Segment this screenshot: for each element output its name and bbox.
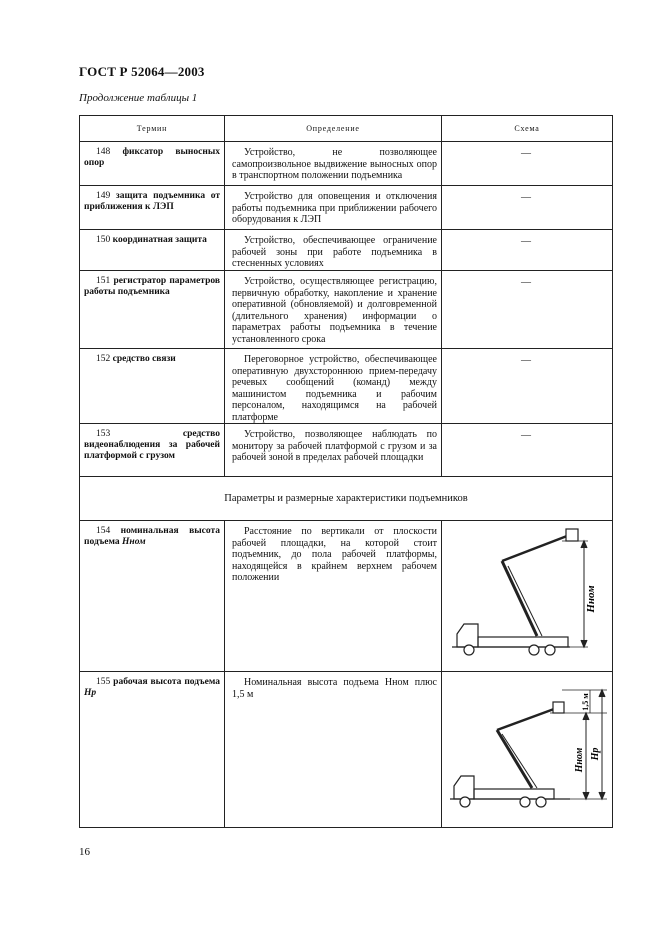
definition-cell: Расстояние по вертикали от плоскости рабочей площадки, на которой стоит подъемник, до пола рабочей платформы, находящейся в крайнем верхнем рабочем положении [225, 521, 442, 671]
label-offset: 1,5 м [581, 693, 590, 711]
lift-boom-upper [502, 536, 567, 561]
scheme-cell: — [521, 236, 531, 247]
term-cell: 155 рабочая высота подъема Hр [80, 672, 225, 828]
aerial-lift-diagram-working [442, 672, 612, 828]
symbol-h-nom: Hном [122, 537, 146, 547]
definition-cell: Устройство, позволяющее наблюдать по монитору за рабочей платформой с грузом и за рабочей зоной в пределах рабочей площадки [225, 424, 442, 476]
symbol-h-work: Hр [84, 688, 97, 698]
term-cell: 153 средство видеонаблюдения за рабочей платформой с грузом [80, 424, 225, 476]
definition-cell: Устройство для оповещения и отключения работы подъемника при приближении рабочего оборудования к ЛЭП [225, 186, 442, 229]
lift-boom-upper [497, 709, 554, 730]
definition-cell: Устройство, обеспечивающее ограничение рабочей зоны при работе подъемника в стесненных условиях [225, 230, 442, 270]
truck-cab [457, 624, 478, 647]
table-row [80, 230, 612, 271]
label-h-work: Hр [590, 747, 601, 761]
truck-cab [454, 776, 474, 799]
table-row [80, 186, 612, 230]
scheme-cell: — [521, 192, 531, 203]
term-cell: 151 регистратор параметров работы подъемника [80, 271, 225, 348]
section-title: Параметры и размерные характеристики подъемников [224, 493, 468, 504]
scheme-cell: — [521, 277, 531, 288]
truck-wheel [529, 645, 539, 655]
column-header-scheme: Схема [514, 124, 540, 133]
truck-chassis [478, 637, 568, 647]
scheme-cell: — [521, 148, 531, 159]
label-h-nom: Hном [574, 747, 585, 773]
section-heading-row [80, 477, 612, 521]
term-cell: 148 фиксатор выносных опор [80, 142, 225, 185]
document-standard-header: ГОСТ Р 52064—2003 [79, 64, 205, 79]
column-header-term: Термин [80, 116, 225, 141]
truck-wheel [460, 797, 470, 807]
table-row [80, 142, 612, 186]
work-platform [566, 529, 578, 541]
table-row [80, 521, 612, 672]
work-platform [553, 702, 564, 713]
table-row [80, 271, 612, 349]
table-caption: Продолжение таблицы 1 [79, 92, 198, 104]
term-cell: 154 номинальная высота подъема Hном [80, 521, 225, 671]
table-row [80, 672, 612, 828]
scheme-cell: — [521, 355, 531, 366]
page-number: 16 [79, 846, 90, 858]
scheme-cell: — [521, 430, 531, 441]
definition-cell: Номинальная высота подъема Hном плюс 1,5 м [225, 672, 442, 828]
aerial-lift-diagram-nominal [442, 521, 612, 672]
term-cell: 149 защита подъемника от приближения к ЛЭП [80, 186, 225, 229]
definition-cell: Переговорное устройство, обеспечивающее оперативную двухстороннюю прием-передачу речевых сообщений (команд) между машинистом подъемника и рабочим персоналом, находящимся на рабочей платформе [225, 349, 442, 423]
scheme-cell [442, 672, 612, 828]
term-cell: 152 средство связи [80, 349, 225, 423]
lift-boom-lower [497, 730, 532, 788]
table-row [80, 424, 612, 477]
term-cell: 150 координатная защита [80, 230, 225, 270]
table-header-row [80, 116, 612, 142]
column-header-definition: Определение [225, 116, 442, 141]
terms-table [79, 115, 613, 828]
label-h-nom: Hном [585, 585, 597, 613]
truck-wheel [464, 645, 474, 655]
truck-wheel [520, 797, 530, 807]
definition-cell: Устройство, осуществляющее регистрацию, первичную обработку, накопление и хранение оперативной (обновляемой) и долговременной (длительного хранения) информации о параметрах работы подъемника в течение установленного срока [225, 271, 442, 348]
table-row [80, 349, 612, 424]
truck-wheel [545, 645, 555, 655]
definition-cell: Устройство, не позволяющее самопроизвольное выдвижение выносных опор в транспортном положении подъемника [225, 142, 442, 185]
lift-boom-lower [502, 561, 537, 636]
scheme-cell [442, 521, 612, 671]
truck-wheel [536, 797, 546, 807]
